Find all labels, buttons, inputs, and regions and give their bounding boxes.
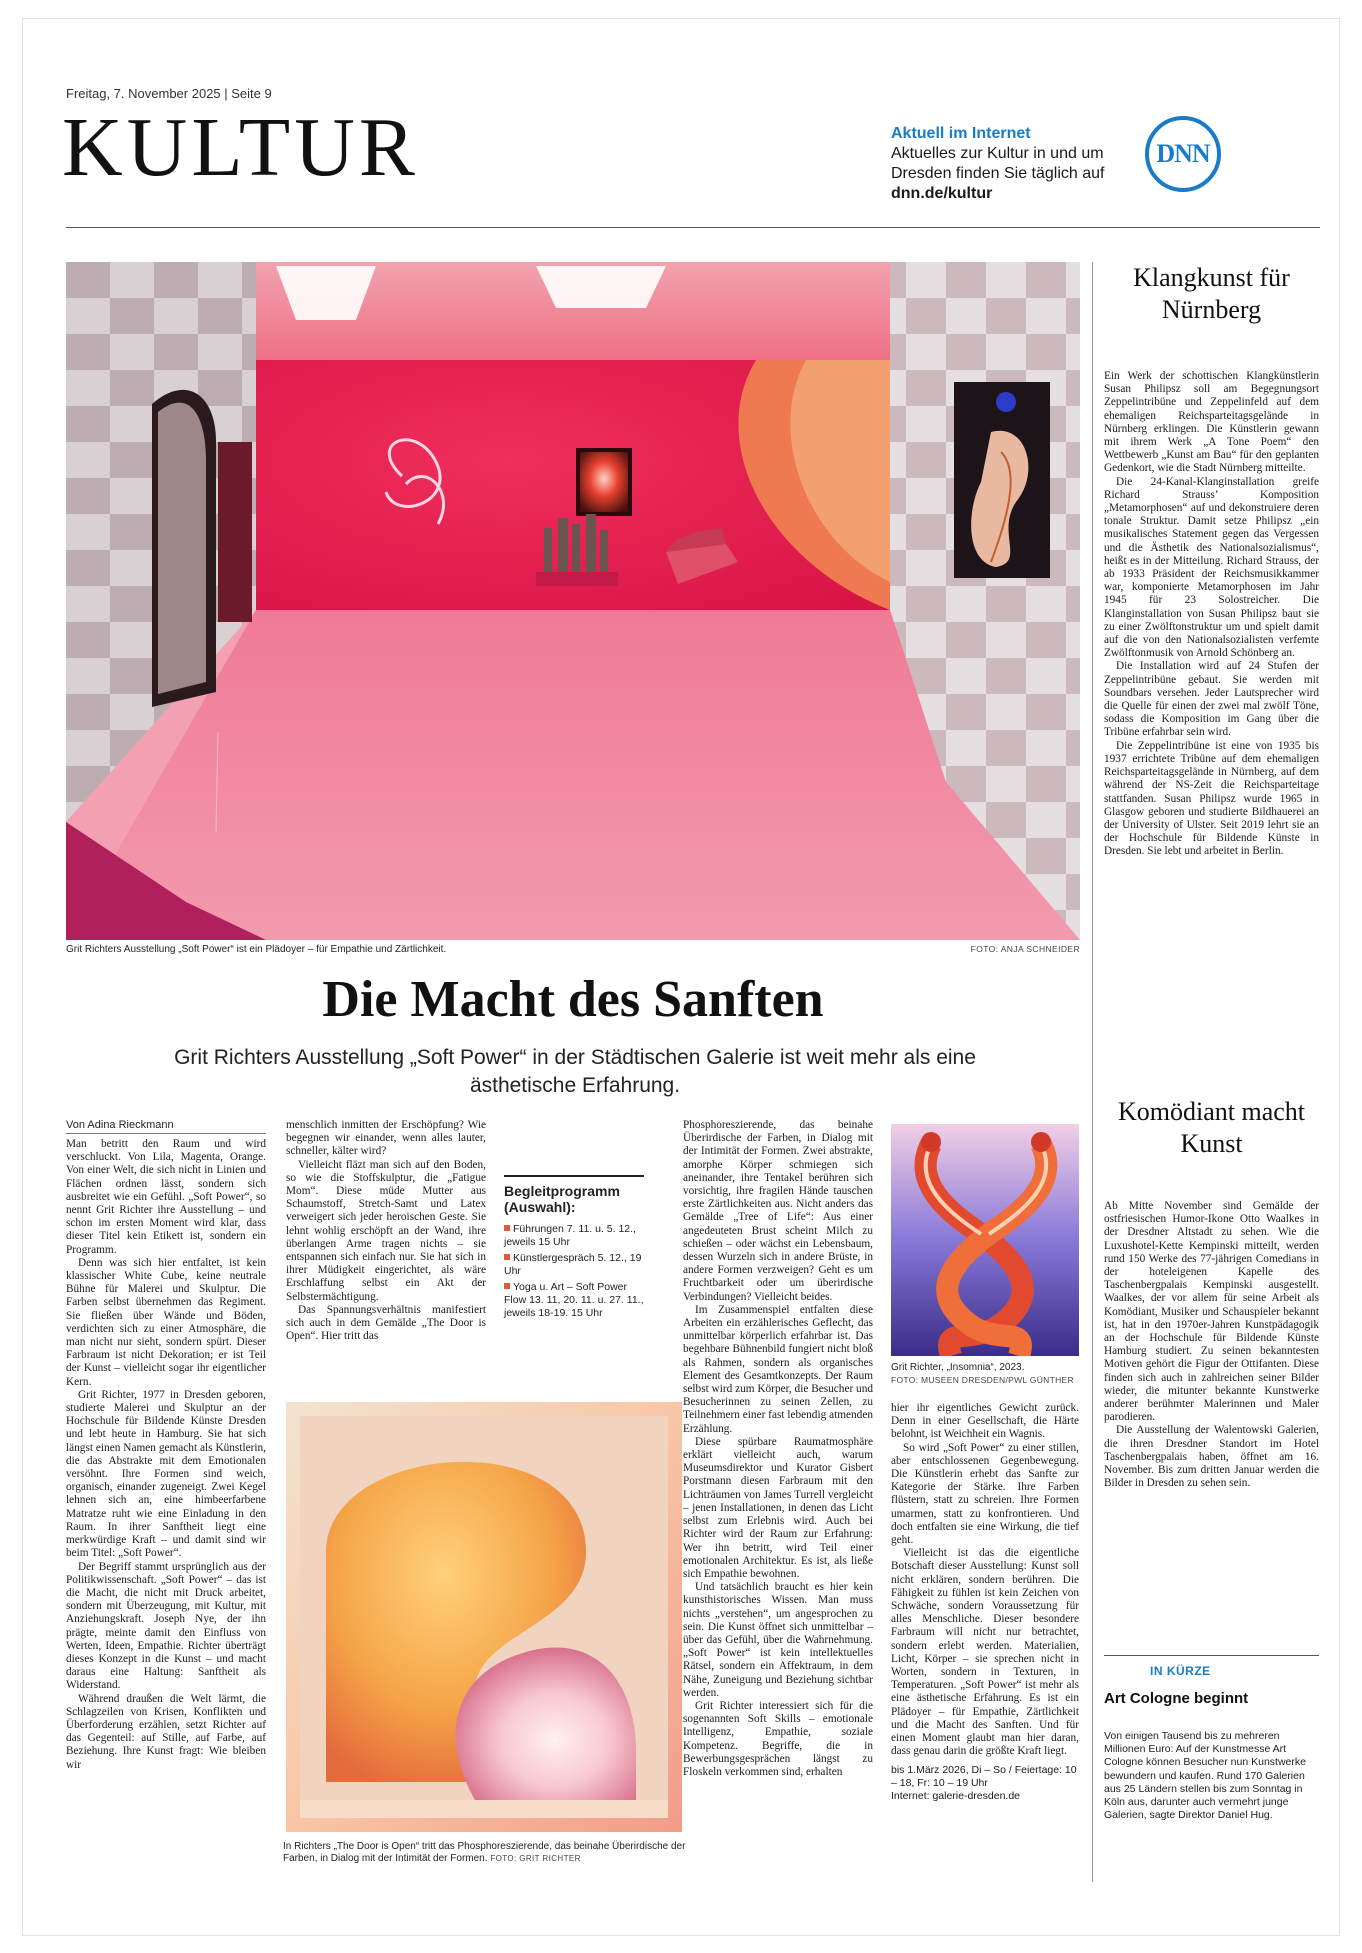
door-caption-text: In Richters „The Door is Open“ tritt das Phosphoreszierende, das beinahe Überirdische der Farben, in Dialog mit der Intimität der Formen.	[283, 1841, 686, 1864]
sidebar-story-1	[1104, 370, 1319, 859]
column-divider	[1092, 262, 1093, 1882]
paragraph: menschlich inmitten der Erschöpfung? Wie begegnen wir einander, wenn alles lauter, schneller, kälter wird?	[286, 1119, 486, 1158]
paragraph: Im Zusammenspiel entfalten diese Arbeiten ein erzählerisches Geflecht, das unmittelbar körperlich erfahrbar ist. Das begehbare Bühnenbild fungiert nicht bloß als Rahmen, sondern als organisches Element des Gesamtkonzepts. Der Raum selbst wird zum Körper, die Besucher und Besucherinnen zu seinen Zellen, zu Teilnehmern einer fast lebendig atmenden Erzählung.	[683, 1303, 873, 1435]
section-title: KULTUR	[62, 101, 419, 194]
paragraph: Denn was sich hier entfaltet, ist kein klassischer White Cube, keine neutrale Bühne für Malerei und Skulptur. Die Farben selbst übernehmen das Regiment. Sie fließen über Wände und Böden, verdichten sich zu einer Atmosphäre, die man nicht nur sieht, sondern spürt. Dieser Farbraum ist nicht Dekoration; er ist Teil der Kunst – vielleicht sogar ihr eigentlicher Kern.	[66, 1256, 266, 1388]
sidebar-headline-2: Komödiant macht Kunst	[1117, 1097, 1305, 1158]
sidebar-headline-1: Klangkunst für Nürnberg	[1133, 263, 1290, 324]
insomnia-caption	[891, 1362, 1091, 1386]
in-kuerze-text: Von einigen Tausend bis zu mehreren Millionen Euro: Auf der Kunstmesse Art Cologne können Besucher nun Kunstwerke bewundern und kaufen. Rund 170 Galerien aus 25 Ländern stellen bis zum Sonntag in Köln aus, darunter auch vermehrt junge Galerien, sagte Direktor Daniel Hug.	[1104, 1730, 1306, 1822]
program-item: Künstlergespräch 5. 12., 19 Uhr	[504, 1252, 642, 1277]
promo-text: Aktuelles zur Kultur in und um Dresden finden Sie täglich auf	[891, 145, 1105, 182]
dateline: Freitag, 7. November 2025 | Seite 9	[66, 86, 272, 101]
lead-photo-caption	[66, 944, 1080, 955]
paragraph: Die Zeppelintribüne ist eine von 1935 bis 1937 errichtete Tribüne auf dem ehemaligen Reichsparteitagsgelände in Nürnberg, auf dem während der NS-Zeit die Reichsparteitage stattfanden. Susan Philipsz wurde 1965 in Glasgow geboren und studierte Bildhauerei an der University of Ulster. Seit 2019 lehrt sie an der Hochschule für Bildende Künste in Dresden. Sie lebt und arbeitet in Berlin.	[1104, 739, 1319, 858]
exhibition-info	[891, 1764, 1079, 1803]
paragraph: So wird „Soft Power“ zu einer stillen, aber entschlossenen Gegenbewegung. Die Künstlerin erhebt das Sanfte zur Kategorie der Stärke. Ihre Farben flüstern, statt zu schreien. Ihre Formen umarmen, statt zu konfrontieren. Und doch entfalten sie eine Wirkung, die tief geht.	[891, 1441, 1079, 1547]
paragraph: Grit Richter interessiert sich für die sogenannten Soft Skills – emotionale Intelligenz, Empathie, soziale Kompetenz. Begriffe, die in Bewerbungsgesprächen längst zu Floskeln verkommen sind, erhalten	[683, 1699, 873, 1778]
promo-title: Aktuell im Internet	[891, 125, 1031, 142]
paragraph: Die 24-Kanal-Klanginstallation greife Richard Strauss’ Komposition „Metamorphosen“ auf und dekonstruiere deren tonale Struktur. Damit setze Philipsz „ein musikalisches Statement gegen das Vergessen und die Ästhetik des Nationalsozialismus“, heißt es in der Mitteilung. Richard Strauss, der ab 1933 Präsident der Reichsmusikkammer war, komponierte Metamorphosen im Jahr 1945 für 23 Solostreicher. Die Klanginstallation von Susan Philipsz baut sie zu einer Zwölftonstruktur um und spielt damit auf die von den Nationalsozialisten verfemte Zwölftonmusik von Arnold Schönberg an.	[1104, 475, 1319, 660]
lead-caption-text: Grit Richters Ausstellung „Soft Power“ ist ein Plädoyer – für Empathie und Zärtlichkeit.	[66, 944, 447, 955]
door-caption	[283, 1841, 687, 1865]
article-column-3	[683, 1119, 873, 1779]
lead-photo-credit: FOTO: ANJA SCHNEIDER	[970, 944, 1080, 954]
painting-photo-door-is-open	[286, 1402, 682, 1832]
program-item: Yoga u. Art – Soft Power Flow 13. 11, 20. 11. u. 27. 11., jeweils 18-19. 15 Uhr	[504, 1281, 644, 1319]
in-kuerze-rule	[1104, 1655, 1319, 1656]
paragraph: Vielleicht ist das die eigentliche Botschaft dieser Ausstellung: Kunst soll nicht erklären, sondern berühren. Die Fähigkeit zu fühlen ist kein Zeichen von Schwäche, sondern Voraussetzung für alles Menschliche. Dieser besondere Farbraum will nicht nur betrachtet, sondern erlebt werden. Materialien, Licht, Körper – sie sprechen nicht in Worten, sondern in Texturen, in Temperaturen. „Soft Power“ ist mehr als eine ästhetische Erfahrung. Es ist ein Plädoyer – für Empathie, Zärtlichkeit und die Macht des Sanften. Und für einen Moment glaubt man hier daran, dass genau darin die größte Kraft liegt.	[891, 1547, 1079, 1758]
paragraph: Man betritt den Raum und wird verschluckt. Von Lila, Magenta, Orange. Von einer Welt, die sich nicht in Linien und Flächen ordnen lässt, sondern sich ausbreitet wie ein Gefühl. „Soft Power“, so nennt Grit Richter ihre Ausstellung – und schon im ersten Moment wird klar, dass dieser Titel kein Etikett ist, sondern ein Programm.	[66, 1138, 266, 1256]
paragraph: Grit Richter, 1977 in Dresden geboren, studierte Malerei und Skulptur an der Hochschule für Bildende Künste Dresden und lebt heute in Hamburg. Sie hat sich längst einen Namen gemacht als Künstlerin, die das Abstrakte mit dem Emotionalen versöhnt. Ihre Formen sind weich, organisch, einander zugeneigt. Zwei Kegel lehnen sich an, eine himbeerfarbene Matratze ruht wie eine Einladung in den Raum. In ihrer Sanftheit liegt eine merkwürdige Kraft – und damit sind wir beim Titel: „Soft Power“.	[66, 1388, 266, 1560]
program-box	[504, 1175, 644, 1323]
article-subline: Grit Richters Ausstellung „Soft Power“ in der Städtischen Galerie ist weit mehr als eine ästhetische Erfahrung.	[174, 1046, 976, 1097]
paragraph: Vielleicht fläzt man sich auf den Boden, so wie die Stoffskulptur, die „Fatigue Mom“. Diese müde Mutter aus Schaumstoff, Stretch-Samt und Latex verweigert sich jeder heroischen Geste. Sie lehnt wohlig erschöpft an der Wand, ihre überlangen Arme tragen nichts – sie entspannen sich einfach nur. Sie hat sich in ihrer Müdigkeit eingerichtet, als wäre Erschlaffung selbst ein Akt der Selbstermächtigung.	[286, 1158, 486, 1303]
paragraph: Die Installation wird auf 24 Stufen der Zeppelintribüne gebaut. Sie werden mit Soundbars versehen. Jeder Lautsprecher wird die Quelle für einen der zwei mal zwölf Töne, sodass die Komposition im Gang über die Tribüne erfahrbar sein wird.	[1104, 660, 1319, 739]
in-kuerze-title: Art Cologne beginnt	[1104, 1690, 1249, 1707]
paragraph: Ein Werk der schottischen Klangkünstlerin Susan Philipsz soll am Begegnungsort Zeppelintribüne und Zeppelinfeld auf dem ehemaligen Reichsparteitagsgelände in Nürnberg erklingen. Die Künstlerin gewann mit ihrem Werk „A Tone Poem“ den Wettbewerb „Kunst am Bau“ für den geplanten Gedenkort, wie die Stadt Nürnberg mitteilte.	[1104, 370, 1319, 475]
paragraph: Phosphoreszierende, das beinahe Überirdische der Farben, in Dialog mit der Intimität der Formen. Zwei abstrakte, amorphe Körper schmiegen sich aneinander, ihre Tentakel berühren sich vorsichtig, ihre fragilen Hände tauschen erste Zärtlichkeiten aus. Nicht anders das Gemälde „Tree of Life“: Aus einer angedeuteten Brust scheint Milch zu schießen – oder wächst ein Lebensbaum, dessen Wurzeln sich in andere Brüste, in andere Formen verzweigen? Geht es um Fruchtbarkeit oder um überirdische Verbindungen? Vielleicht beides.	[683, 1119, 873, 1303]
paragraph: Während draußen die Welt lärmt, die Schlagzeilen von Krisen, Konflikten und Überforderung erzählen, setzt Richter auf das Gegenteil: auf Stille, auf Farbe, auf Beziehung. Ihre Kunst fragt: Wie bleiben wir	[66, 1692, 266, 1771]
article-column-4	[891, 1402, 1079, 1803]
header-rule	[66, 227, 1320, 228]
bullet-square-icon	[504, 1283, 510, 1289]
article-column-1	[66, 1138, 266, 1772]
sidebar-story-2	[1104, 1200, 1319, 1490]
painting-photo-insomnia	[891, 1124, 1079, 1356]
paragraph: Der Begriff stammt ursprünglich aus der Politikwissenschaft. „Soft Power“ – das ist die Macht, die nicht mit Druck arbeitet, sondern mit Überzeugung, mit Kultur, mit Anziehungskraft. Joseph Nye, der ihn prägte, meinte damit den Einfluss von Werten, Ideen, Empathie. Richter überträgt dieses Konzept in die Kunst – und macht daraus eine Haltung: Sanftheit als Widerstand.	[66, 1560, 266, 1692]
lead-photo	[66, 262, 1080, 940]
paragraph: Die Ausstellung der Walentowski Galerien, die ihren Dresdner Standort im Hotel Taschenbergpalais haben, öffnet am 16. November. Bis zum dritten Januar werden die Bilder in Dresden zu sehen sein.	[1104, 1424, 1319, 1490]
bullet-square-icon	[504, 1225, 510, 1231]
exhibition-website[interactable]: Internet: galerie-dresden.de	[891, 1790, 1020, 1803]
opening-hours: bis 1.März 2026, Di – So / Feiertage: 10 – 18, Fr: 10 – 19 Uhr	[891, 1764, 1077, 1790]
insomnia-caption-text: Grit Richter, „Insomnia“, 2023.	[891, 1362, 1025, 1373]
insomnia-credit: FOTO: MUSEEN DRESDEN/PWL GÜNTHER	[891, 1375, 1074, 1385]
paragraph: Das Spannungsverhältnis manifestiert sich auch in dem Gemälde „The Door is Open“. Hier tritt das	[286, 1303, 486, 1343]
article-column-2	[286, 1119, 486, 1343]
insomnia-illustration	[891, 1124, 1079, 1356]
program-box-title: Begleitprogramm (Auswahl):	[504, 1183, 620, 1215]
byline: Von Adina Rieckmann	[66, 1119, 266, 1134]
online-promo	[891, 124, 1116, 204]
door-credit: FOTO: GRIT RICHTER	[490, 1854, 581, 1863]
dnn-logo: DNN	[1145, 116, 1221, 192]
in-kuerze-tag: IN KÜRZE	[1150, 1664, 1211, 1678]
paragraph: Diese spürbare Raumatmosphäre erklärt vielleicht auch, warum Museumsdirektor und Kurator Gisbert Porstmann diesen Farbraum mit den Lichträumen von James Turrell vergleicht – jenen Installationen, in denen das Licht selbst zum Erlebnis wird. Auch bei Richter wird der Raum zur Erfahrung: Wer ihn betritt, wird Teil einer emotionalen Architektur. Es ist, als ließe sich Empathie bewohnen.	[683, 1435, 873, 1580]
bullet-square-icon	[504, 1254, 510, 1260]
program-item: Führungen 7. 11. u. 5. 12., jeweils 15 Uhr	[504, 1223, 636, 1248]
paragraph: hier ihr eigentliches Gewicht zurück. Denn in einer Gesellschaft, die Härte belohnt, ist Weichheit ein Wagnis.	[891, 1402, 1079, 1441]
article-headline: Die Macht des Sanften	[322, 971, 824, 1028]
promo-link[interactable]: dnn.de/kultur	[891, 185, 993, 202]
gallery-room-illustration	[66, 262, 1080, 940]
paragraph: Ab Mitte November sind Gemälde der ostfriesischen Humor-Ikone Otto Waalkes in der Dresdner Altstadt zu sehen. Wie die Luxushotel-Kette Kempinski mitteilt, werden rund 150 Werke des 77-jährigen Comedians in der hoteleigenen Kapelle des Taschenbergpalais Kempinski ausgestellt. Waalkes, der vor allem für seine Arbeit als Komödiant, Musiker und Schauspieler bekannt ist, hat in den 1970er-Jahren Kunstpädagogik an der Hochschule für Bildende Künste Hamburg studiert. Zu seinen bekanntesten Motiven gehört die Figur der Ottifanten. Diese finden sich auch in zahlreichen seiner Bilder wieder, die mitunter bekannte Kunstwerke anderer berühmter Malerinnen und Maler parodieren.	[1104, 1200, 1319, 1424]
paragraph: Und tatsächlich braucht es hier kein kunsthistorisches Wissen. Man muss nichts „verstehen“, um angesprochen zu sein. Die Kunst öffnet sich unmittelbar – über das Gefühl, über die Wahrnehmung. „Soft Power“ ist kein intellektuelles Rätsel, sondern ein Affektraum, in dem Nähe, Zuneigung und Beziehung sichtbar werden.	[683, 1581, 873, 1699]
painting-illustration	[286, 1402, 682, 1832]
